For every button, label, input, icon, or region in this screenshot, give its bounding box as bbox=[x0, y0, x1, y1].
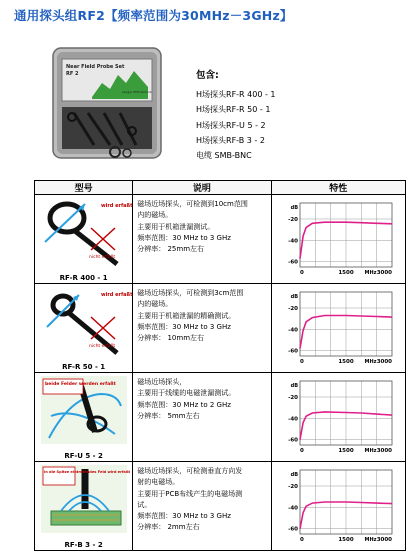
desc-line: 磁场近场探头， bbox=[137, 378, 187, 386]
chart-x-tick-label: 0 bbox=[299, 359, 304, 365]
chart-y-tick-label: -40 bbox=[287, 416, 298, 423]
table-row bbox=[35, 284, 406, 373]
chart-y-tick-label: -60 bbox=[287, 348, 298, 355]
chart-y-tick-label: -40 bbox=[287, 505, 298, 512]
desc-line: 分辨率： 10mm左右 bbox=[137, 334, 205, 343]
chart-y-tick-label: -20 bbox=[287, 217, 298, 223]
chart-y-tick-label: -20 bbox=[287, 395, 298, 401]
kit-contents bbox=[196, 68, 276, 163]
table-row bbox=[35, 195, 406, 284]
case-brand-label: Langer EMV-Technik bbox=[122, 90, 152, 94]
probe-description-cell bbox=[133, 195, 271, 284]
chart-y-unit-label: dB bbox=[290, 294, 298, 300]
desc-line: 磁场近场探头，可检测到3cm范围 bbox=[137, 289, 244, 297]
desc-line: 内的磁场。 bbox=[137, 211, 173, 220]
chart-x-unit-label: MHz bbox=[364, 359, 377, 365]
kit-item: H场探头RF-B 3 - 2 bbox=[196, 135, 265, 145]
inset-label: wird erfaßt bbox=[101, 203, 133, 209]
frequency-response-chart bbox=[276, 198, 401, 280]
probe-description-cell bbox=[133, 462, 271, 551]
inset-label: wird erfaßt bbox=[101, 292, 133, 298]
desc-line: 射的电磁场。 bbox=[137, 478, 180, 487]
chart-y-tick-label: -60 bbox=[287, 526, 298, 533]
case-set-label: Near Field Probe Set bbox=[66, 64, 125, 70]
rf-u5-probe-image bbox=[41, 376, 127, 444]
desc-line: 分辨率： 25mm左右 bbox=[137, 245, 205, 254]
rf-r400-probe-image bbox=[41, 198, 133, 266]
chart-x-tick-label: 0 bbox=[299, 537, 304, 543]
table-header-row bbox=[35, 181, 406, 195]
rf-r50-probe-image bbox=[41, 287, 133, 355]
probe-case-photo bbox=[52, 47, 162, 159]
frequency-response-chart bbox=[276, 376, 401, 458]
probe-description-cell bbox=[133, 284, 271, 373]
chart-y-tick-label: -40 bbox=[287, 238, 298, 245]
desc-line: 分辨率： 2mm左右 bbox=[137, 523, 200, 532]
desc-line: 磁场近场探头，可检测到10cm范围 bbox=[137, 200, 248, 208]
probe-image-cell bbox=[35, 195, 133, 284]
inset-cross-label: nicht erfaßt bbox=[89, 344, 116, 349]
chart-y-unit-label: dB bbox=[290, 472, 298, 478]
inset-cross-label: nicht erfaßt bbox=[89, 255, 116, 260]
chart-y-tick-label: -20 bbox=[287, 484, 298, 490]
chart-x-tick-label: 1500 bbox=[337, 448, 354, 454]
desc-line: 频率范围：30 MHz to 3 GHz bbox=[137, 233, 231, 242]
probe-chart-cell bbox=[271, 462, 405, 551]
frequency-response-chart bbox=[276, 465, 401, 547]
desc-line: 频率范围：30 MHz to 3 GHz bbox=[137, 322, 231, 331]
chart-x-tick-label: 1500 bbox=[337, 537, 354, 543]
chart-y-unit-label: dB bbox=[290, 205, 298, 211]
inset-label: beide Felder werden erfaßt bbox=[45, 382, 116, 387]
chart-x-unit-label: MHz bbox=[364, 448, 377, 454]
case-model-label: RF 2 bbox=[66, 71, 79, 77]
kit-item: H场探头RF-R 50 - 1 bbox=[196, 105, 271, 115]
chart-x-unit-label: MHz bbox=[364, 270, 377, 276]
desc-line: 分辨率： 5mm左右 bbox=[137, 411, 200, 420]
kit-item: 电缆 SMB-BNC bbox=[196, 151, 252, 161]
desc-line: 内的磁场。 bbox=[137, 300, 173, 309]
desc-line: 主要用于线缆的电磁泄漏测试。 bbox=[137, 389, 236, 398]
probe-chart-cell bbox=[271, 373, 405, 462]
page-title: 通用探头组RF2【频率范围为30MHz－3GHz】 bbox=[14, 8, 293, 23]
table-row bbox=[35, 462, 406, 551]
chart-x-tick-label: 1500 bbox=[337, 270, 354, 276]
chart-y-tick-label: -20 bbox=[287, 306, 298, 312]
kit-heading: 包含: bbox=[196, 70, 219, 81]
header-characteristics: 特性 bbox=[271, 181, 405, 195]
chart-x-unit-label: MHz bbox=[364, 537, 377, 543]
chart-x-tick-label: 3000 bbox=[376, 448, 392, 454]
probe-spec-table bbox=[34, 180, 406, 551]
chart-y-tick-label: -60 bbox=[287, 259, 298, 266]
chart-x-tick-label: 1500 bbox=[337, 359, 354, 365]
desc-line: 磁场近场探头，可检测垂直方向发 bbox=[137, 467, 243, 475]
chart-x-tick-label: 0 bbox=[299, 270, 304, 276]
kit-item: H场探头RF-U 5 - 2 bbox=[196, 120, 266, 130]
desc-line: 频率范围：30 MHz to 3 GHz bbox=[137, 512, 231, 521]
probe-name: RF-R 400 - 1 bbox=[59, 274, 108, 282]
probe-description-cell bbox=[133, 373, 271, 462]
desc-line: 频率范围：30 MHz to 2 GHz bbox=[137, 400, 231, 409]
inset-label: in die Spitze eintretendes Feld wird erfaßt bbox=[44, 470, 131, 474]
probe-image-cell bbox=[35, 284, 133, 373]
header-model: 型号 bbox=[35, 181, 133, 195]
desc-line: 主要用于机箱泄漏测试。 bbox=[137, 222, 215, 231]
desc-line: 主要用于PCB布线产生的电磁场测 bbox=[137, 489, 243, 498]
probe-image-cell bbox=[35, 462, 133, 551]
desc-line: 试。 bbox=[137, 500, 152, 509]
desc-line: 主要用于机箱泄漏的精确测试。 bbox=[137, 311, 236, 320]
probe-chart-cell bbox=[271, 195, 405, 284]
chart-x-tick-label: 3000 bbox=[376, 537, 392, 543]
chart-x-tick-label: 3000 bbox=[376, 270, 392, 276]
probe-name: RF-U 5 - 2 bbox=[64, 452, 103, 460]
kit-item: H场探头RF-R 400 - 1 bbox=[196, 90, 276, 100]
chart-y-unit-label: dB bbox=[290, 383, 298, 389]
chart-y-tick-label: -40 bbox=[287, 327, 298, 334]
probe-chart-cell bbox=[271, 284, 405, 373]
frequency-response-chart bbox=[276, 287, 401, 369]
chart-x-tick-label: 3000 bbox=[376, 359, 392, 365]
header-description: 说明 bbox=[133, 181, 271, 195]
chart-y-tick-label: -60 bbox=[287, 437, 298, 444]
rf-b3-probe-image bbox=[41, 465, 131, 533]
probe-name: RF-B 3 - 2 bbox=[64, 541, 103, 549]
chart-x-tick-label: 0 bbox=[299, 448, 304, 454]
probe-name: RF-R 50 - 1 bbox=[62, 363, 106, 371]
table-row bbox=[35, 373, 406, 462]
probe-image-cell bbox=[35, 373, 133, 462]
